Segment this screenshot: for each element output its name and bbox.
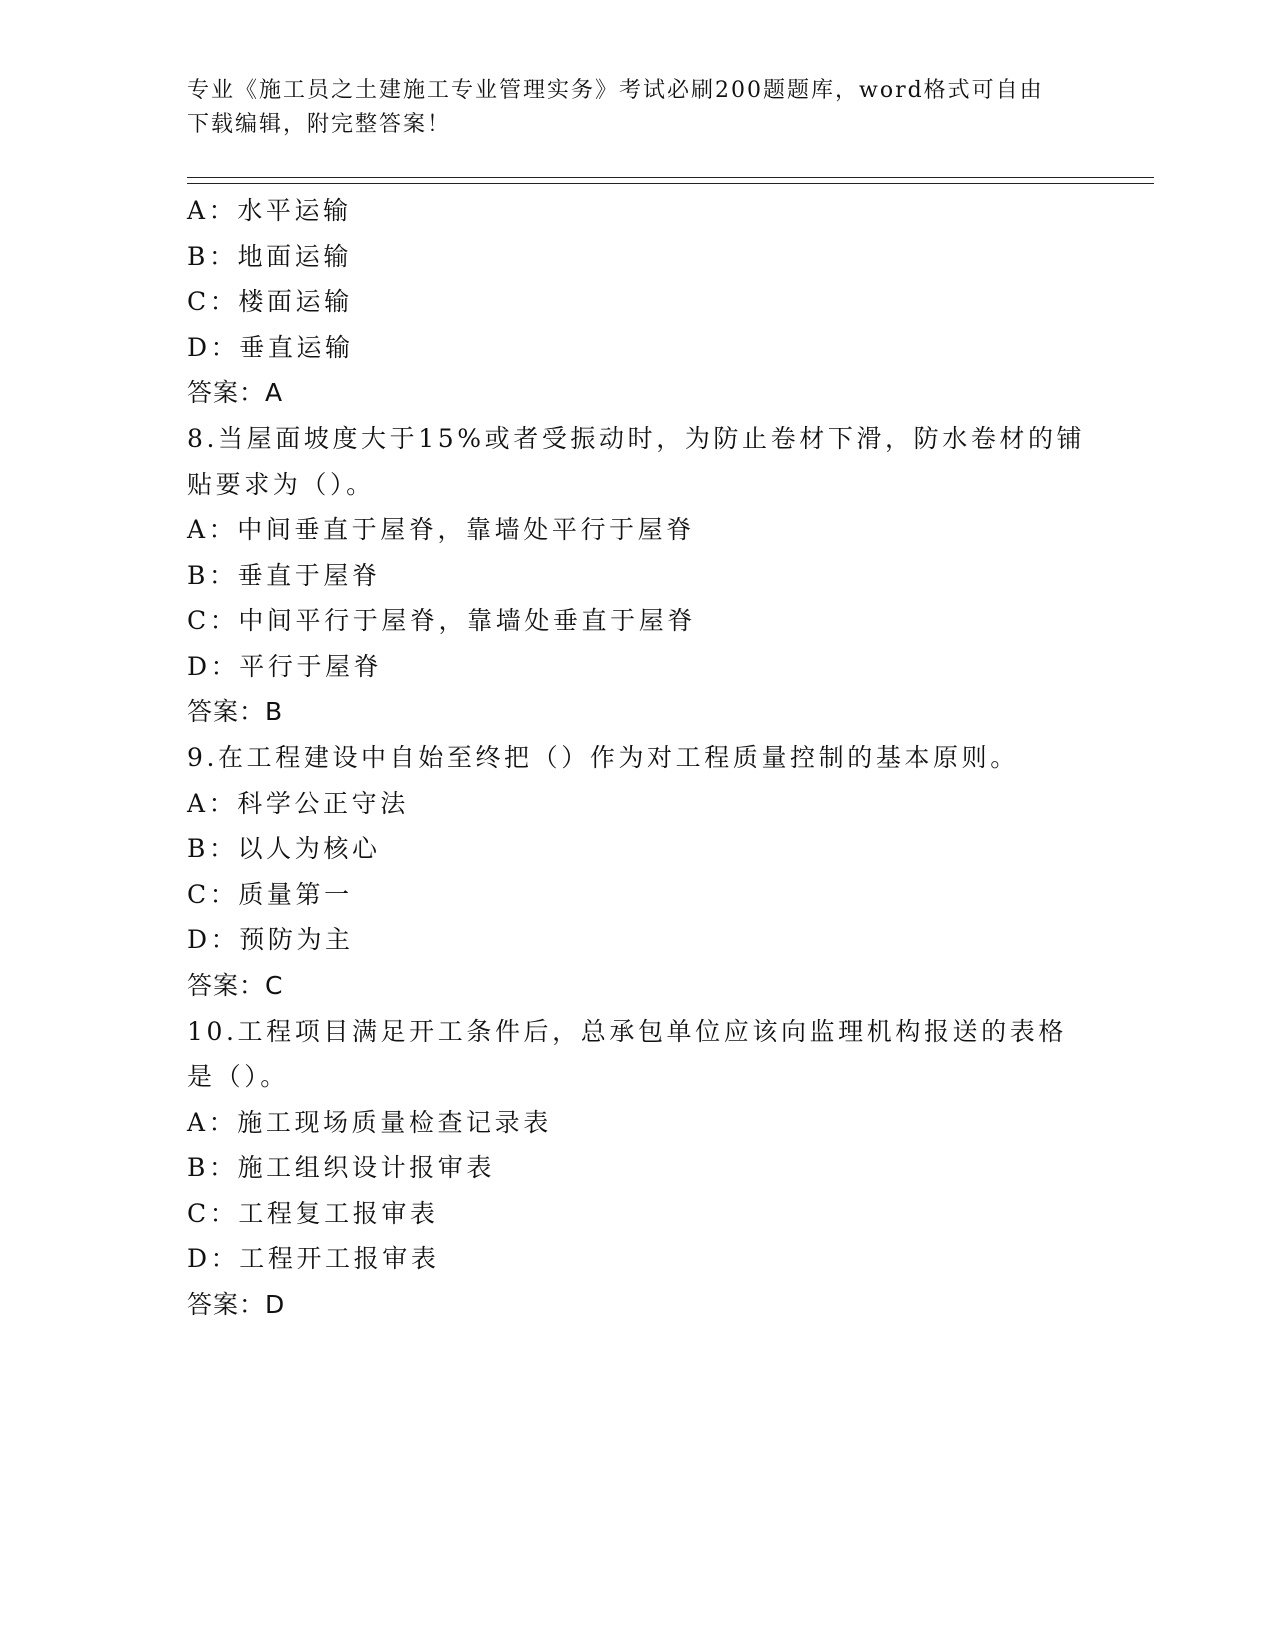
option-d: D：平行于屋脊 <box>187 651 383 681</box>
option-a: A：科学公正守法 <box>187 788 409 818</box>
header-line-2: 下载编辑，附完整答案！ <box>187 112 452 137</box>
question-text-line-1: 10.工程项目满足开工条件后，总承包单位应该向监理机构报送的表格 <box>187 1016 1067 1046</box>
question-text-line-1: 9.在工程建设中自始至终把（）作为对工程质量控制的基本原则。 <box>187 743 1019 772</box>
option-d: D：预防为主 <box>187 925 354 954</box>
question-text-line-2: 是（）。 <box>187 1062 289 1091</box>
question-block-7 <box>187 188 1087 416</box>
option-a: A：水平运输 <box>187 196 352 225</box>
option-c: C：质量第一 <box>187 879 353 909</box>
question-text-line-2: 贴要求为（）。 <box>187 469 375 499</box>
header-line-1: 专业《施工员之土建施工专业管理实务》考试必刷200题题库，word格式可自由 <box>187 78 1044 103</box>
option-b: B：以人为核心 <box>187 834 381 863</box>
option-d: D：工程开工报审表 <box>187 1244 440 1273</box>
question-block-9 <box>187 735 1087 1009</box>
header-divider-bottom <box>187 183 1154 184</box>
option-a: A：中间垂直于屋脊，靠墙处平行于屋脊 <box>187 515 695 544</box>
answer-line: 答案：D <box>187 1289 286 1319</box>
header-divider-top <box>187 177 1154 178</box>
option-b: B：施工组织设计报审表 <box>187 1153 495 1182</box>
question-block-10 <box>187 1009 1087 1328</box>
document-header <box>187 74 1087 142</box>
option-c: C：中间平行于屋脊，靠墙处垂直于屋脊 <box>187 606 696 635</box>
option-d: D：垂直运输 <box>187 332 354 362</box>
answer-line: 答案：A <box>187 378 284 407</box>
option-b: B：垂直于屋脊 <box>187 560 381 590</box>
option-c: C：楼面运输 <box>187 287 353 316</box>
option-b: B：地面运输 <box>187 241 352 271</box>
question-block-8 <box>187 416 1087 735</box>
question-text-line-1: 8.当屋面坡度大于15%或者受振动时，为防止卷材下滑，防水卷材的铺 <box>187 424 1086 453</box>
question-list <box>187 188 1087 1328</box>
answer-line: 答案：B <box>187 697 284 726</box>
answer-line: 答案：C <box>187 970 284 1000</box>
option-a: A：施工现场质量检查记录表 <box>187 1107 552 1137</box>
option-c: C：工程复工报审表 <box>187 1198 439 1228</box>
